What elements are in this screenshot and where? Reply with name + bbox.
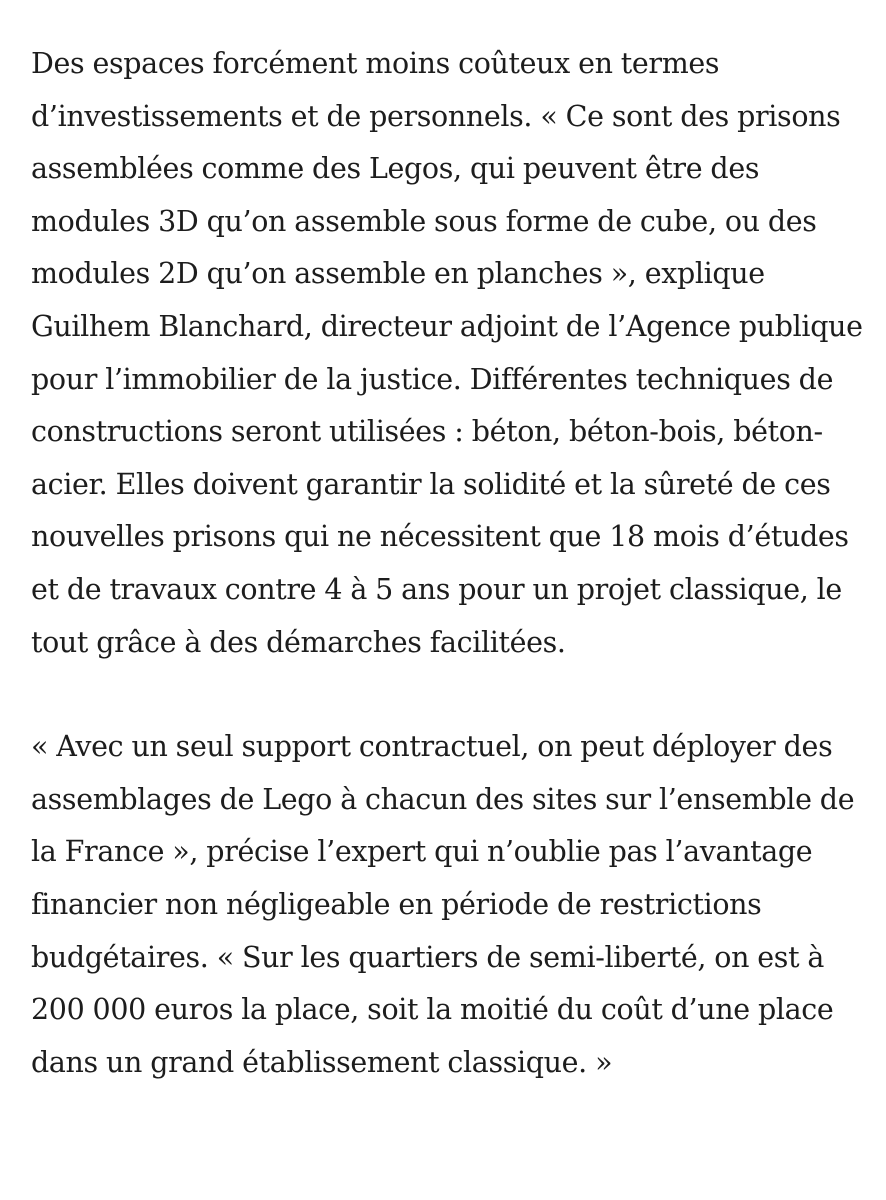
article-paragraph: « Avec un seul support contractuel, on peut déployer des assemblages de Lego à chacun des sites sur l’ensemble de la France », précise l’expert qui n’oublie pas l’avantage financier non négligeable en période de restrictions budgétaires. « Sur les quartiers de semi-liberté, on est à 200 000 euros la place, soit la moitié du coût d’une place dans un grand établissement classique. »: [31, 730, 855, 1079]
article-paragraph: Des espaces forcément moins coûteux en termes d’investissements et de personnels. « Ce sont des prisons assemblées comme des Legos, qui peuvent être des modules 3D qu’on assemble sous forme de cube, ou des modules 2D qu’on assemble en planches », explique Guilhem Blanchard, directeur adjoint de l’Agence publique pour l’immobilier de la justice. Différentes techniques de constructions seront utilisées : béton, béton-bois, béton-acier. Elles doivent garantir la solidité et la sûreté de ces nouvelles prisons qui ne nécessitent que 18 mois d’études et de travaux contre 4 à 5 ans pour un projet classique, le tout grâce à des démarches facilitées.: [31, 47, 863, 659]
